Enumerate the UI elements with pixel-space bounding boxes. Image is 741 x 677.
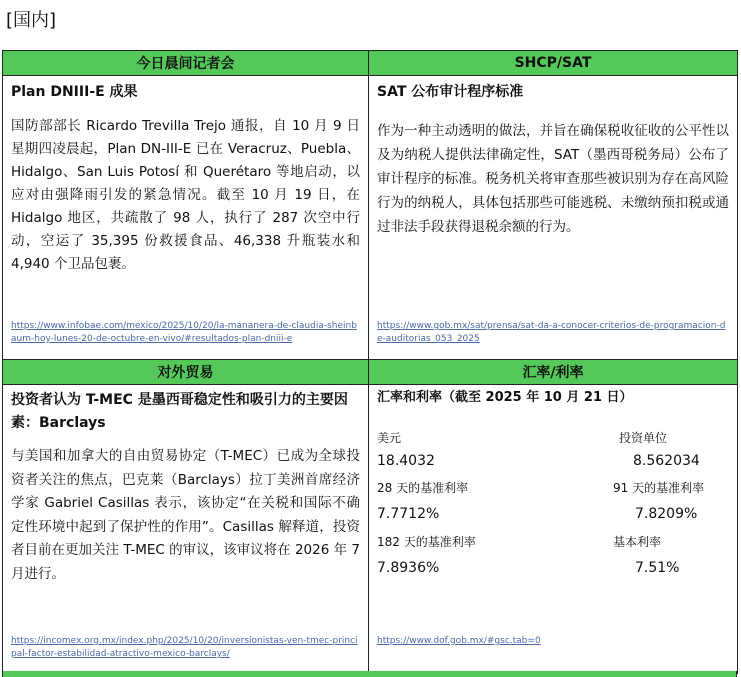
- article-body: 国防部部长 Ricardo Trevilla Trejo 通报，自 10 月 9 日星期四凌晨起，Plan DN-III-E 已在 Veracruz、Puebla、Hidalgo、San Luis Potosí 和 Querétaro 等地启动，以应对由强降雨引发的紧急情况。截至 10 月 19 日，在 Hidalgo 地区，共疏散了 98 人，执行了 287 次空中行动，空运了 35,395 份救援食品、46,338 升瓶装水和 4,940 个卫品包裹。: [11, 118, 360, 272]
- news-grid: [2, 50, 738, 674]
- article-body: 与美国和加拿大的自由贸易协定（T-MEC）已成为全球投资者关注的焦点，巴克莱（Barclays）拉丁美洲首席经济学家 Gabriel Casillas 表示，该协定“在关税和国际不确定性环境中起到了保护性的作用”。Casillas 解释道，投资者目前在更加关注 T-MEC 的审议，该审议将在 2026 年 7 月进行。: [11, 448, 360, 582]
- rate-value: 18.4032: [377, 453, 435, 469]
- source-link[interactable]: https://incomex.org.mx/index.php/2025/10/20/inversionistas-ven-tmec-principal-factor-estabilidad-atractivo-mexico-barclays/: [11, 636, 358, 659]
- rate-label: 投资单位: [619, 431, 668, 445]
- article-body: 作为一种主动透明的做法，并旨在确保税收征收的公平性以及为纳税人提供法律确定性，SAT（墨西哥税务局）公布了审计程序的标准。税务机关将审查那些被识别为存在高风险行为的纳税人，具体包括那些可能逃税、未缴纳预扣税或通过非法手段获得退税余额的行为。: [377, 123, 729, 235]
- rate-label: 美元: [377, 431, 402, 445]
- source-link[interactable]: https://www.dof.gob.mx/#gsc.tab=0: [377, 636, 541, 646]
- source-link[interactable]: https://www.infobae.com/mexico/2025/10/20/la-mananera-de-claudia-sheinbaum-hoy-lunes-20-de-octubre-en-vivo/#resultados-plan-dniii-e: [11, 321, 357, 344]
- rate-label: 28 天的基准利率: [377, 481, 469, 495]
- cell-foreign-trade: [3, 385, 369, 674]
- cell-shcp-sat: [369, 76, 738, 360]
- header-foreign-trade: 对外贸易: [3, 360, 369, 385]
- rate-value: 8.562034: [633, 453, 700, 469]
- cell-exchange-rates: [369, 385, 738, 674]
- rate-value: 7.7712%: [377, 506, 440, 522]
- rates-title: 汇率和利率（截至 2025 年 10 月 21 日）: [377, 390, 633, 405]
- header-morning-conference: 今日晨间记者会: [3, 51, 369, 76]
- cell-morning-conference: [3, 76, 369, 360]
- rate-value: 7.8209%: [635, 506, 698, 522]
- rate-label: 182 天的基准利率: [377, 535, 476, 549]
- next-section-header-strip: [2, 671, 737, 677]
- article-title: 投资者认为 T-MEC 是墨西哥稳定性和吸引力的主要因素：Barclays: [11, 392, 348, 431]
- section-title: [国内]: [6, 10, 57, 31]
- source-link[interactable]: https://www.gob.mx/sat/prensa/sat-da-a-conocer-criterios-de-programacion-de-auditorias_053_2025: [377, 321, 726, 344]
- header-exchange-rates: 汇率/利率: [369, 360, 738, 385]
- header-shcp-sat: SHCP/SAT: [369, 51, 738, 76]
- rate-label: 91 天的基准利率: [613, 481, 705, 495]
- rate-value: 7.51%: [635, 560, 680, 576]
- rate-value: 7.8936%: [377, 560, 440, 576]
- article-title: SAT 公布审计程序标准: [377, 84, 524, 100]
- rate-label: 基本利率: [613, 535, 662, 549]
- article-title: Plan DNIII-E 成果: [11, 84, 138, 100]
